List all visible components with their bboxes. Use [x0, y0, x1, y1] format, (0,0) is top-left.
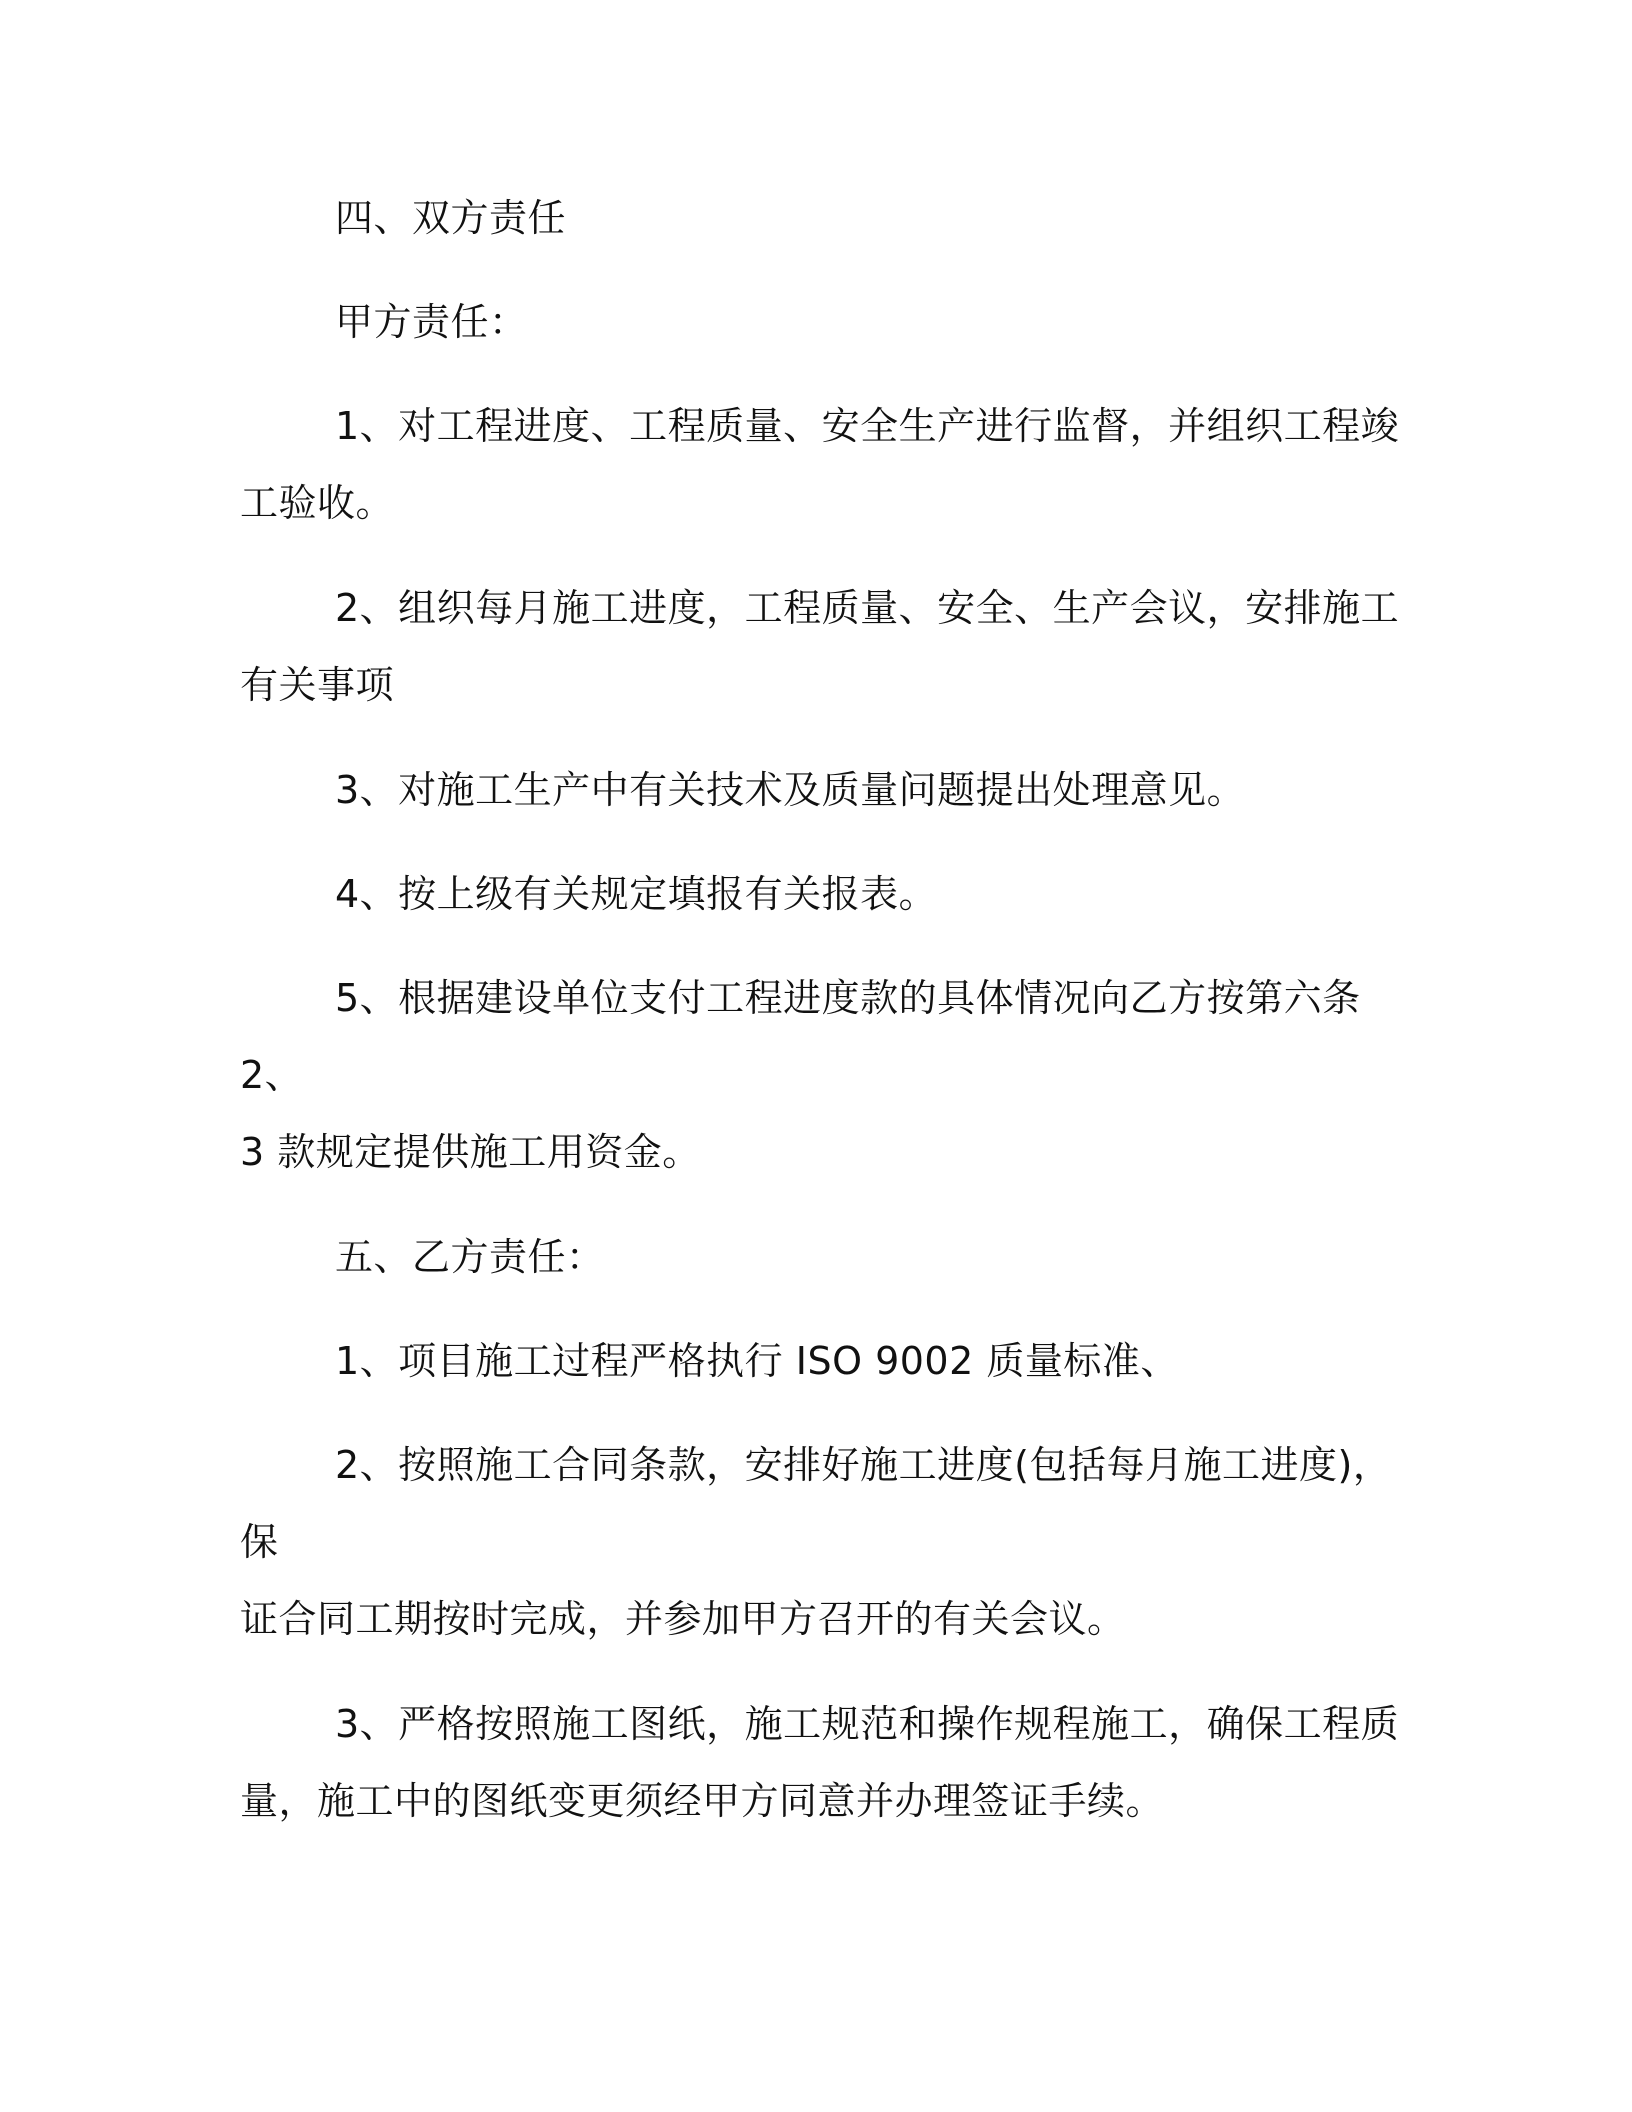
party-b-item-3 — [240, 1686, 1410, 1763]
party-a-item-1 — [240, 388, 1410, 465]
party-a-item-5 — [240, 960, 1410, 1114]
party-b-item-3-cont — [240, 1763, 1410, 1840]
party-a-item-2-line1: 2、组织每月施工进度，工程质量、安全、生产会议，安排施工 — [335, 586, 1400, 630]
party-a-item-2 — [240, 570, 1410, 647]
party-a-item-5-cont — [240, 1114, 1410, 1191]
section-five-heading: 五、乙方责任： — [335, 1235, 605, 1279]
party-a-item-3 — [240, 752, 1410, 829]
party-a-item-2-line2: 有关事项 — [240, 663, 395, 707]
section-four-heading: 四、双方责任 — [335, 196, 567, 240]
party-a-item-2-cont — [240, 647, 1410, 724]
party-a-item-1-cont — [240, 465, 1410, 542]
party-b-item-3-line1: 3、严格按照施工图纸，施工规范和操作规程施工，确保工程质 — [335, 1702, 1400, 1746]
party-a-item-4 — [240, 856, 1410, 933]
party-a-item-1-line2: 工验收。 — [240, 481, 395, 525]
party-a-heading: 甲方责任： — [335, 300, 528, 344]
party-a-item-4-line1: 4、按上级有关规定填报有关报表。 — [335, 872, 938, 916]
party-a-item-5-line2: 3 款规定提供施工用资金。 — [240, 1130, 701, 1174]
party-b-item-1 — [240, 1323, 1410, 1400]
party-b-item-2 — [240, 1427, 1410, 1581]
party-b-item-2-line2: 证合同工期按时完成，并参加甲方召开的有关会议。 — [240, 1597, 1126, 1641]
party-b-item-1-line1: 1、项目施工过程严格执行 ISO 9002 质量标准、 — [335, 1339, 1179, 1383]
party-a-item-3-line1: 3、对施工生产中有关技术及质量问题提出处理意见。 — [335, 768, 1246, 812]
party-b-item-2-cont — [240, 1581, 1410, 1658]
party-a-item-1-line1: 1、对工程进度、工程质量、安全生产进行监督，并组织工程竣 — [335, 404, 1400, 448]
document-body — [240, 180, 1410, 1840]
party-a-item-5-line1: 5、根据建设单位支付工程进度款的具体情况向乙方按第六条 2、 — [240, 976, 1361, 1097]
party-b-item-3-line2: 量，施工中的图纸变更须经甲方同意并办理签证手续。 — [240, 1779, 1165, 1823]
party-b-item-2-line1: 2、按照施工合同条款，安排好施工进度(包括每月施工进度)，保 — [240, 1443, 1392, 1564]
